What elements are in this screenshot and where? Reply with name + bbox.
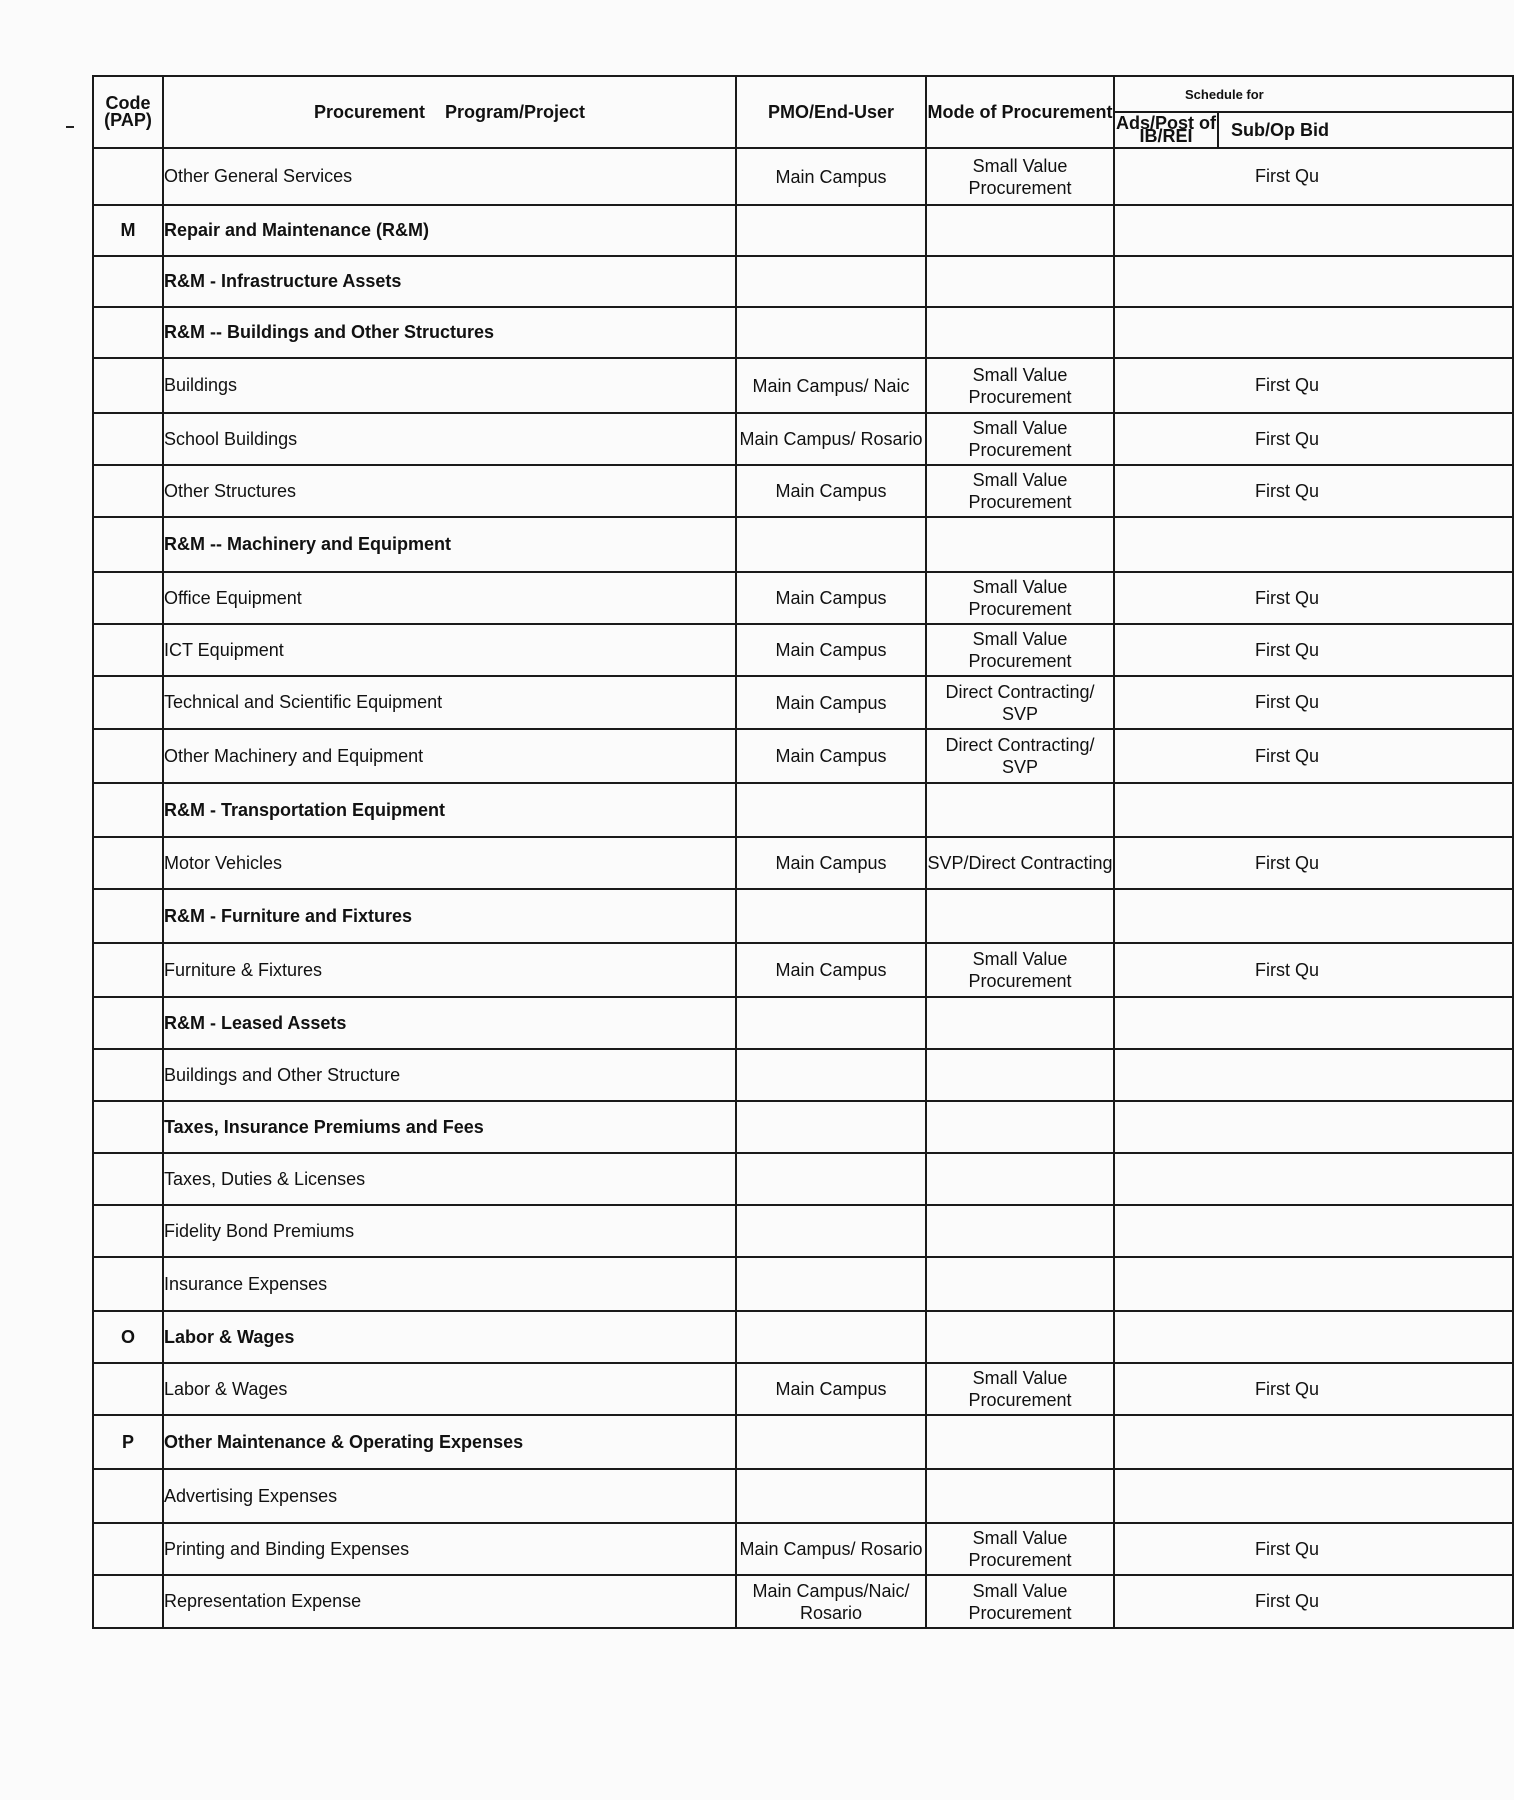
cell-mode: Small Value Procurement	[926, 1523, 1114, 1575]
cell-code	[93, 1363, 163, 1415]
cell-code	[93, 517, 163, 572]
header-sub: Sub/Op Bid	[1218, 112, 1513, 148]
cell-end-user	[736, 517, 926, 572]
table-row	[93, 148, 1513, 205]
cell-program: Insurance Expenses	[163, 1257, 736, 1311]
cell-end-user	[736, 997, 926, 1049]
cell-code	[93, 837, 163, 889]
cell-program: R&M - Transportation Equipment	[163, 783, 736, 837]
cell-code	[93, 1257, 163, 1311]
cell-program: Repair and Maintenance (R&M)	[163, 205, 736, 256]
table-body	[93, 148, 1513, 1628]
cell-program: Motor Vehicles	[163, 837, 736, 889]
cell-end-user: Main Campus	[736, 465, 926, 517]
cell-mode: Small Value Procurement	[926, 1363, 1114, 1415]
table-row	[93, 1469, 1513, 1523]
cell-code	[93, 572, 163, 624]
cell-program: Taxes, Insurance Premiums and Fees	[163, 1101, 736, 1153]
table-row	[93, 358, 1513, 413]
cell-mode	[926, 205, 1114, 256]
cell-end-user	[736, 1257, 926, 1311]
schedule-text: First Qu	[1255, 428, 1320, 449]
cell-schedule	[1114, 1469, 1513, 1523]
cell-schedule	[1114, 1101, 1513, 1153]
cell-schedule	[1114, 1311, 1513, 1363]
cell-end-user: Main Campus	[736, 1363, 926, 1415]
table-row	[93, 1205, 1513, 1257]
cell-mode: Direct Contracting/ SVP	[926, 729, 1114, 783]
table-row	[93, 307, 1513, 358]
table-row	[93, 837, 1513, 889]
cell-end-user: Main Campus	[736, 729, 926, 783]
header-schedule: Schedule for	[1114, 76, 1513, 112]
cell-mode	[926, 1205, 1114, 1257]
cell-code	[93, 1575, 163, 1628]
table-row	[93, 517, 1513, 572]
table-row	[93, 997, 1513, 1049]
schedule-text: First Qu	[1255, 692, 1320, 712]
cell-program: Printing and Binding Expenses	[163, 1523, 736, 1575]
cell-code	[93, 465, 163, 517]
cell-program: R&M - Infrastructure Assets	[163, 256, 736, 307]
table-row	[93, 413, 1513, 465]
cell-schedule	[1114, 997, 1513, 1049]
table-row	[93, 943, 1513, 997]
table-row	[93, 256, 1513, 307]
cell-mode: SVP/Direct Contracting	[926, 837, 1114, 889]
schedule-text: First Qu	[1255, 1591, 1320, 1611]
cell-schedule	[1114, 783, 1513, 837]
cell-mode	[926, 1101, 1114, 1153]
table-row	[93, 783, 1513, 837]
cell-end-user	[736, 256, 926, 307]
table-row	[93, 729, 1513, 783]
cell-mode	[926, 1415, 1114, 1469]
cell-end-user: Main Campus	[736, 943, 926, 997]
cell-schedule	[1114, 676, 1513, 729]
cell-schedule	[1114, 624, 1513, 676]
header-ads: Ads/Post of IB/REI	[1115, 113, 1216, 146]
cell-code	[93, 358, 163, 413]
cell-mode: Small Value Procurement	[926, 1575, 1114, 1628]
cell-end-user: Main Campus	[736, 837, 926, 889]
table-row	[93, 624, 1513, 676]
cell-mode: Small Value Procurement	[926, 148, 1114, 205]
table-row	[93, 1523, 1513, 1575]
cell-code	[93, 1523, 163, 1575]
cell-mode: Small Value Procurement	[926, 465, 1114, 517]
cell-code	[93, 783, 163, 837]
cell-program: Furniture & Fixtures	[163, 943, 736, 997]
cell-mode	[926, 1469, 1114, 1523]
cell-code	[93, 148, 163, 205]
cell-program: R&M - Leased Assets	[163, 997, 736, 1049]
cell-program: Office Equipment	[163, 572, 736, 624]
cell-mode	[926, 1153, 1114, 1205]
cell-schedule	[1114, 256, 1513, 307]
cell-program: Advertising Expenses	[163, 1469, 736, 1523]
table-row	[93, 1101, 1513, 1153]
cell-schedule	[1114, 465, 1513, 517]
cell-program: Buildings and Other Structure	[163, 1049, 736, 1101]
cell-end-user	[736, 1415, 926, 1469]
cell-schedule	[1114, 1205, 1513, 1257]
table-row	[93, 572, 1513, 624]
cell-program: Other General Services	[163, 148, 736, 205]
cell-schedule	[1114, 572, 1513, 624]
cell-schedule	[1114, 1257, 1513, 1311]
cell-mode	[926, 889, 1114, 943]
cell-code	[93, 889, 163, 943]
cell-schedule	[1114, 1523, 1513, 1575]
cell-end-user: Main Campus	[736, 572, 926, 624]
cell-mode	[926, 517, 1114, 572]
cell-schedule	[1114, 358, 1513, 413]
table-row	[93, 1049, 1513, 1101]
schedule-text: First Qu	[1255, 587, 1320, 608]
cell-end-user: Main Campus	[736, 148, 926, 205]
cell-mode	[926, 997, 1114, 1049]
cell-code	[93, 624, 163, 676]
cell-schedule	[1114, 837, 1513, 889]
cell-end-user: Main Campus	[736, 624, 926, 676]
cell-program: Taxes, Duties & Licenses	[163, 1153, 736, 1205]
schedule-text: First Qu	[1255, 375, 1320, 395]
table-row	[93, 205, 1513, 256]
schedule-text: First Qu	[1255, 852, 1320, 873]
schedule-text: First Qu	[1255, 1538, 1320, 1559]
cell-code	[93, 413, 163, 465]
cell-code	[93, 729, 163, 783]
cell-mode	[926, 256, 1114, 307]
cell-schedule	[1114, 889, 1513, 943]
cell-program: Technical and Scientific Equipment	[163, 676, 736, 729]
cell-program: School Buildings	[163, 413, 736, 465]
cell-schedule	[1114, 148, 1513, 205]
cell-mode: Small Value Procurement	[926, 358, 1114, 413]
cell-program: Labor & Wages	[163, 1363, 736, 1415]
cell-program: R&M - Furniture and Fixtures	[163, 889, 736, 943]
schedule-text: First Qu	[1255, 639, 1320, 660]
cell-schedule	[1114, 1575, 1513, 1628]
header-end-user: PMO/End-User	[736, 76, 926, 148]
table-clip	[92, 75, 1329, 1635]
cell-end-user	[736, 1153, 926, 1205]
cell-code	[93, 943, 163, 997]
cell-program: Other Machinery and Equipment	[163, 729, 736, 783]
cell-code: P	[93, 1415, 163, 1469]
cell-mode: Direct Contracting/ SVP	[926, 676, 1114, 729]
cell-code	[93, 676, 163, 729]
cell-mode	[926, 307, 1114, 358]
table-row	[93, 465, 1513, 517]
header-mode: Mode of Procurement	[926, 76, 1114, 148]
cell-schedule	[1114, 413, 1513, 465]
header-code: Code (PAP)	[93, 76, 163, 148]
schedule-text: First Qu	[1255, 1378, 1320, 1399]
cell-schedule	[1114, 1415, 1513, 1469]
table-row	[93, 1575, 1513, 1628]
cell-program: ICT Equipment	[163, 624, 736, 676]
cell-schedule	[1114, 1363, 1513, 1415]
cell-end-user	[736, 1205, 926, 1257]
cell-schedule	[1114, 729, 1513, 783]
table-row	[93, 1311, 1513, 1363]
cell-schedule	[1114, 943, 1513, 997]
cell-mode: Small Value Procurement	[926, 943, 1114, 997]
cell-program: Labor & Wages	[163, 1311, 736, 1363]
cell-schedule	[1114, 307, 1513, 358]
schedule-text: First Qu	[1255, 166, 1320, 186]
cell-schedule	[1114, 205, 1513, 256]
cell-code: M	[93, 205, 163, 256]
cell-program: Other Structures	[163, 465, 736, 517]
cell-end-user: Main Campus/ Naic	[736, 358, 926, 413]
cell-mode	[926, 1257, 1114, 1311]
schedule-text: First Qu	[1255, 959, 1320, 980]
cell-end-user	[736, 205, 926, 256]
cell-program: Fidelity Bond Premiums	[163, 1205, 736, 1257]
cell-end-user	[736, 783, 926, 837]
cell-end-user: Main Campus/ Rosario	[736, 413, 926, 465]
cell-code	[93, 1205, 163, 1257]
cell-program: Buildings	[163, 358, 736, 413]
schedule-text: First Qu	[1255, 480, 1320, 501]
cell-mode: Small Value Procurement	[926, 572, 1114, 624]
cell-schedule	[1114, 1049, 1513, 1101]
table-header	[93, 76, 1513, 148]
cell-end-user: Main Campus/Naic/ Rosario	[736, 1575, 926, 1628]
table-row	[93, 1257, 1513, 1311]
cell-end-user	[736, 889, 926, 943]
margin-mark	[66, 126, 74, 128]
cell-program: R&M -- Buildings and Other Structures	[163, 307, 736, 358]
procurement-table	[92, 75, 1514, 1629]
cell-schedule	[1114, 517, 1513, 572]
schedule-text: First Qu	[1255, 745, 1320, 766]
cell-end-user: Main Campus/ Rosario	[736, 1523, 926, 1575]
cell-code	[93, 1469, 163, 1523]
cell-mode: Small Value Procurement	[926, 413, 1114, 465]
table-row	[93, 1363, 1513, 1415]
cell-end-user	[736, 307, 926, 358]
cell-schedule	[1114, 1153, 1513, 1205]
table-row	[93, 1415, 1513, 1469]
cell-code	[93, 307, 163, 358]
cell-program: R&M -- Machinery and Equipment	[163, 517, 736, 572]
cell-code	[93, 1101, 163, 1153]
header-program: Procurement Program/Project	[163, 76, 736, 148]
cell-mode: Small Value Procurement	[926, 624, 1114, 676]
cell-code	[93, 1049, 163, 1101]
cell-end-user: Main Campus	[736, 676, 926, 729]
cell-mode	[926, 783, 1114, 837]
cell-code	[93, 1153, 163, 1205]
cell-end-user	[736, 1469, 926, 1523]
cell-code: O	[93, 1311, 163, 1363]
cell-program: Representation Expense	[163, 1575, 736, 1628]
table-row	[93, 889, 1513, 943]
cell-end-user	[736, 1049, 926, 1101]
cell-code	[93, 997, 163, 1049]
cell-program: Other Maintenance & Operating Expenses	[163, 1415, 736, 1469]
cell-code	[93, 256, 163, 307]
cell-end-user	[736, 1101, 926, 1153]
table-row	[93, 1153, 1513, 1205]
table-row	[93, 676, 1513, 729]
cell-mode	[926, 1311, 1114, 1363]
cell-mode	[926, 1049, 1114, 1101]
cell-end-user	[736, 1311, 926, 1363]
